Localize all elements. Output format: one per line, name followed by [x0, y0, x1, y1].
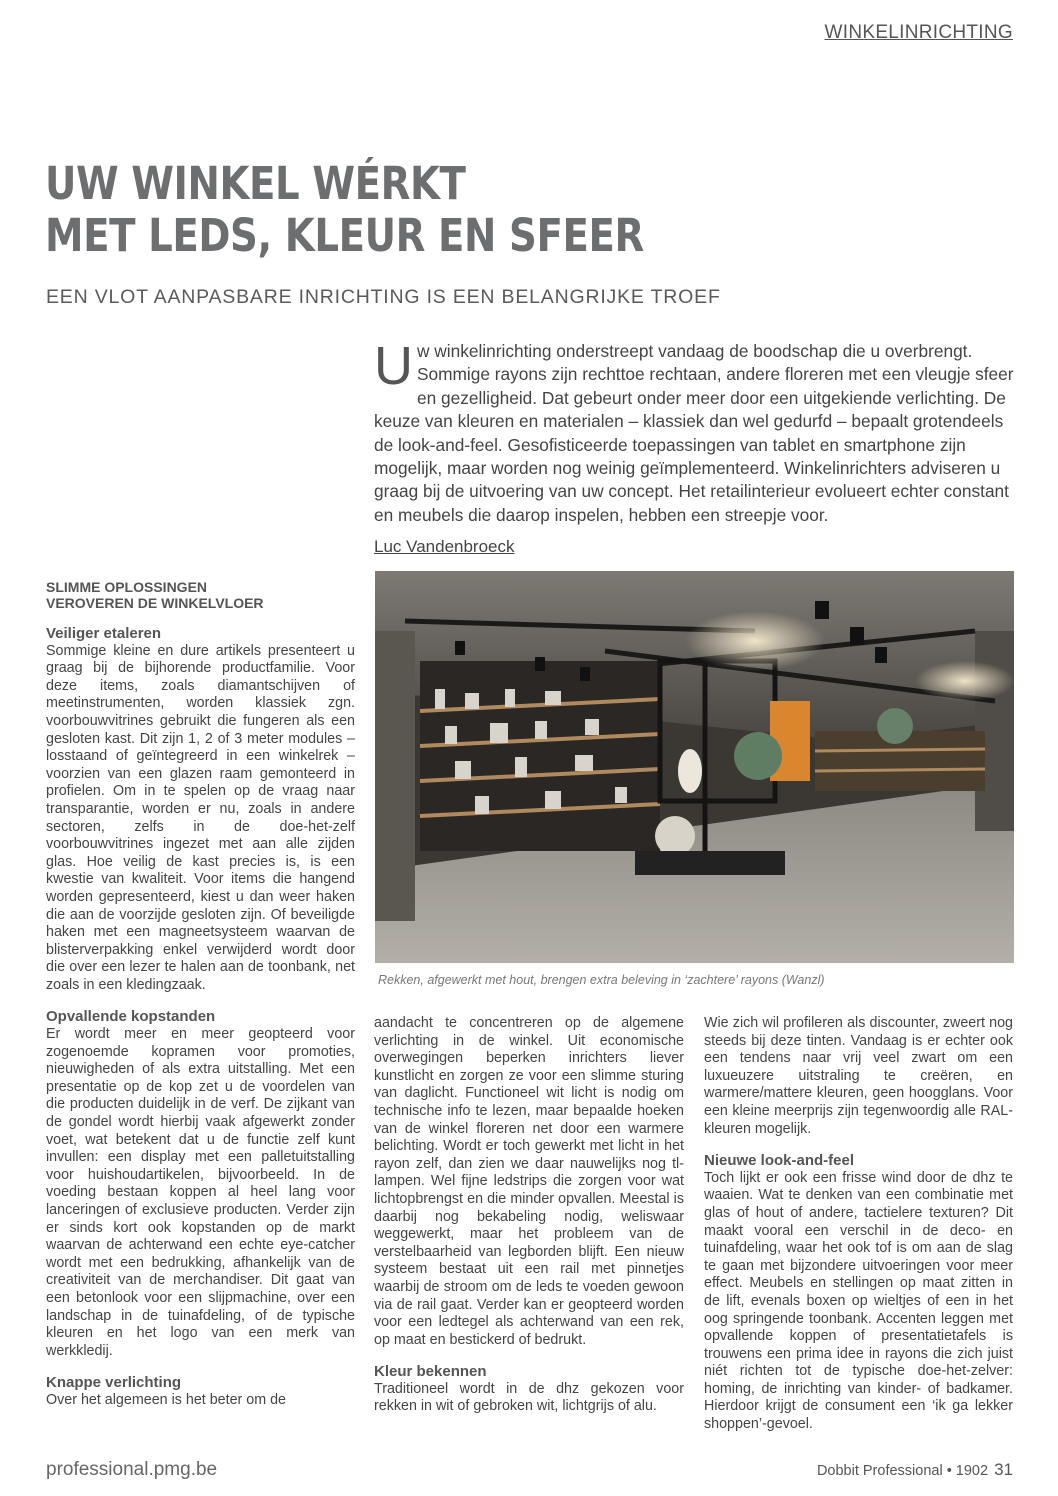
paragraph: Sommige kleine en dure artikels presenteert u graag bij de bijhorende productfamilie. Voor deze items, zoals diamantschijven of meetinstrumenten, worden klassiek zgn. voorbouwvitrines gebruikt die fungeren als een gesloten kast. Dit zijn 1, 2 of 3 meter modules – losstaand of geïntegreerd in een winkelrek – voorzien van een glazen raam gemonteerd in profielen. Om in te spelen op de vraag naar transparantie, worden er nu, zoals in andere sectoren, zelfs in de doe-het-zelf voorbouwvitrines ingezet met aan alle zijden glas. Hoe veilig de kast precies is, is een kwestie van kwaliteit. Voor items die hangend worden gepresenteerd, kiest u dan weer haken die aan de voorzijde gesloten zijn. Of beveiligde haken met een magneetsysteem waarvan de blisterverpakking enkel verwijderd wordt door die over een lezer te halen aan de toonbank, net zoals in een kledingzaak. [46, 642, 355, 993]
store-interior-illustration [375, 571, 1014, 963]
subheading-nieuwe-look-and-feel: Nieuwe look-and-feel [704, 1152, 855, 1170]
paragraph: Toch lijkt er ook een frisse wind door de dhz te waaien. Wat te denken van een combinatie met glas of hout of andere, tactielere texturen? Dit maakt vooral een verschil in de deco- en tuinafdeling, waar het ook tof is om aan de slag te gaan met bijzondere uitvoeringen voor meer effect. Meubels en stellingen op maat zitten in de lift, evenals boxen op wieltjes of een in het oog springende toonbank. Accenten leggen met opvallende koppen of presentatietafels is trouwens een prima idee in rayons die zich juist niét richten tot de typische doe-het-zelver: homing, de inrichting van kinder- of badkamer. Hierdoor krijgt de consument een ‘ik ga lekker shoppen’-gevoel. [704, 1169, 1013, 1433]
footer-publication [817, 1460, 1013, 1480]
footer-website-link[interactable]: professional.pmg.be [46, 1459, 218, 1480]
intro-paragraph [374, 336, 1014, 527]
subheading-kleur-bekennen: Kleur bekennen [374, 1363, 487, 1381]
section-heading-line-1: SLIMME OPLOSSINGEN [46, 579, 208, 595]
author-byline[interactable]: Luc Vandenbroeck [374, 537, 515, 556]
headline-line-2: MET LEDS, KLEUR EN SFEER [45, 209, 644, 262]
paragraph: aandacht te concentreren op de algemene verlichting in de winkel. Uit economische overwegingen beperken inrichters liever kunstlicht en zorgen ze voor een slimme sturing van daglicht. Functioneel wit licht is nodig om technische info te lezen, maar bepaalde hoeken van de winkel floreren net door een warmere belichting. Wordt er toch gewerkt met licht in het rayon zelf, dan zien we daar nauwelijks nog tl-lampen. Wel fijne ledstrips die zorgen voor wat lichtopbrengst en die minder opvallen. Meestal is daarbij nog bekabeling nodig, weliswaar weggewerkt, maar het probleem van de verstelbaarheid van legborden blijft. Een nieuw systeem bestaat uit een rail met pinnetjes waarbij de stroom om de leds te voeden gewoon via de rail gaat. Verder kan er geopteerd worden voor een ledtegel als achterwand van een rek, op maat en bestickerd of bedrukt. [374, 1015, 684, 1348]
store-interior-photo [375, 571, 1014, 963]
subheading-opvallende-kopstanden: Opvallende kopstanden [46, 1008, 216, 1026]
intro-text: w winkelinrichting onderstreept vandaag de boodschap die u overbrengt. Sommige rayons zijn rechttoe rechtaan, andere floreren met een vleugje sfeer en gezelligheid. Dat gebeurt onder meer door een uitgekiende verlichting. De keuze van kleuren en materialen – klassiek dan wel gedurfd – bepaalt grotendeels de look-and-feel. Gesofisticeerde toepassingen van tablet en smartphone zijn mogelijk, maar worden nog weinig geïmplementeerd. Winkelinrichters adviseren u graag bij de uitvoering van uw concept. Het retailinterieur evolueert echter constant en meubels die daarop inspelen, hebben een streepje voor. [374, 341, 1014, 525]
section-tag: WINKELINRICHTING [824, 22, 1013, 43]
page-number: 31 [994, 1460, 1013, 1479]
column-2 [374, 1015, 684, 1416]
intro-dropcap: U [374, 336, 413, 396]
section-heading-line-2: VEROVEREN DE WINKELVLOER [46, 595, 264, 611]
paragraph: Er wordt meer en meer geopteerd voor zogenoemde kopramen voor promoties, nieuwigheden of als extra uitstalling. Met een presentatie op de kop zet u de voordelen van die producten duidelijk in de verf. De zijkant van de gondel wordt hierbij vaak afgewerkt zonder voet, wat betekent dat u de functie zelf kunt invullen: een display met een palletuitstalling voor huishoudartikelen, bijvoorbeeld. In de voeding bestaan koppen al heel lang voor lanceringen of exclusieve producten. Verder zijn er sinds kort ook kopstanden op de markt waarvan de achterwand een echte eye-catcher wordt met een bedrukking, afhankelijk van de creativiteit van de merchandiser. Dit gaat van een betonlook voor een slijpmachine, over een landschap in de tuinafdeling, of de typische kleuren en het logo van een merk van werkkledij. [46, 1026, 355, 1359]
subheading-knappe-verlichting: Knappe verlichting [46, 1374, 182, 1392]
headline-line-1: UW WINKEL WÉRKT [45, 157, 466, 210]
subheading-veiliger-etaleren: Veiliger etaleren [46, 625, 162, 642]
column-3 [704, 1015, 1013, 1434]
subheadline: EEN VLOT AANPASBARE INRICHTING IS EEN BELANGRIJKE TROEF [46, 286, 721, 308]
footer-magazine-name: Dobbit Professional • 1902 [816, 1463, 989, 1479]
column-1 [46, 579, 355, 1410]
paragraph: Traditioneel wordt in de dhz gekozen voor rekken in wit of gebroken wit, lichtgrijs of alu. [374, 1380, 684, 1415]
photo-caption: Rekken, afgewerkt met hout, brengen extra beleving in ‘zachtere’ rayons (Wanzl) [378, 973, 825, 987]
headline [45, 158, 644, 262]
section-heading [46, 579, 355, 611]
paragraph: Over het algemeen is het beter om de [46, 1391, 287, 1408]
paragraph: Wie zich wil profileren als discounter, zweert nog steeds bij deze tinten. Vandaag is er echter ook een tendens naar vrij veel zwart om een luxueuzere uitstraling te creëren, en warmere/mattere kleuren, geen hoogglans. Voor een kleine meerprijs zijn tegenwoordig alle RAL-kleuren mogelijk. [704, 1015, 1013, 1137]
